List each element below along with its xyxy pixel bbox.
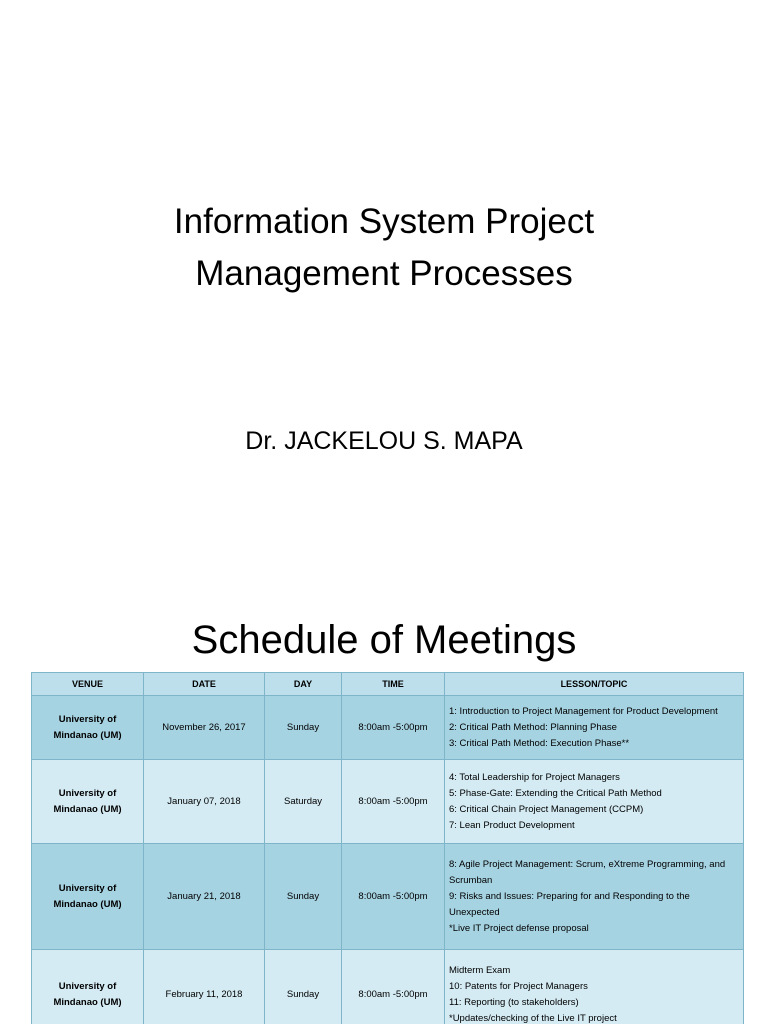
header-lesson-topic: LESSON/TOPIC [445,673,744,696]
table-row [32,844,744,950]
schedule-heading: Schedule of Meetings [191,618,577,662]
topic-line: 6: Critical Chain Project Management (CCPM) [449,803,644,815]
topics-cell [445,696,744,760]
date-cell: January 21, 2018 [144,844,265,950]
topic-line: 2: Critical Path Method: Planning Phase [449,721,617,733]
topic-line: *Updates/checking of the Live IT project [449,1012,617,1024]
topics-cell [445,760,744,844]
venue-cell: University of Mindanao (UM) [32,844,144,950]
table-row [32,696,744,760]
venue-cell: University of Mindanao (UM) [32,950,144,1024]
header-venue: VENUE [32,673,144,696]
day-cell: Sunday [265,844,342,950]
topic-line: 5: Phase-Gate: Extending the Critical Path Method [449,787,662,799]
time-cell: 8:00am -5:00pm [342,760,445,844]
date-cell: February 11, 2018 [144,950,265,1024]
topic-line: 8: Agile Project Management: Scrum, eXtreme Programming, and Scrumban [449,858,726,886]
time-cell: 8:00am -5:00pm [342,950,445,1024]
topic-line: 9: Risks and Issues: Preparing for and Responding to the Unexpected [449,890,690,918]
topic-line: 1: Introduction to Project Management for Product Development [449,705,718,717]
time-cell: 8:00am -5:00pm [342,696,445,760]
topic-line: 11: Reporting (to stakeholders) [449,996,579,1008]
day-cell: Saturday [265,760,342,844]
date-cell: November 26, 2017 [144,696,265,760]
venue-cell: University of Mindanao (UM) [32,760,144,844]
topic-line: 3: Critical Path Method: Execution Phase** [449,737,630,749]
header-date: DATE [144,673,265,696]
topic-line: 4: Total Leadership for Project Managers [449,771,620,783]
time-cell: 8:00am -5:00pm [342,844,445,950]
header-day: DAY [265,673,342,696]
document-title [0,196,768,300]
author-name: Dr. JACKELOU S. MAPA [245,427,523,455]
title-line-2: Management Processes [195,254,573,293]
table-header-row [32,673,744,696]
title-line-1: Information System Project [173,202,595,241]
topics-cell [445,950,744,1024]
venue-cell: University of Mindanao (UM) [32,696,144,760]
table-row [32,950,744,1024]
schedule-table [31,672,744,1024]
topic-line: 7: Lean Product Development [449,819,575,831]
topic-line: *Live IT Project defense proposal [449,922,589,934]
day-cell: Sunday [265,950,342,1024]
header-time: TIME [342,673,445,696]
topics-cell [445,844,744,950]
topic-line: 10: Patents for Project Managers [449,980,588,992]
topic-line: Midterm Exam [449,964,511,976]
date-cell: January 07, 2018 [144,760,265,844]
table-row [32,760,744,844]
day-cell: Sunday [265,696,342,760]
